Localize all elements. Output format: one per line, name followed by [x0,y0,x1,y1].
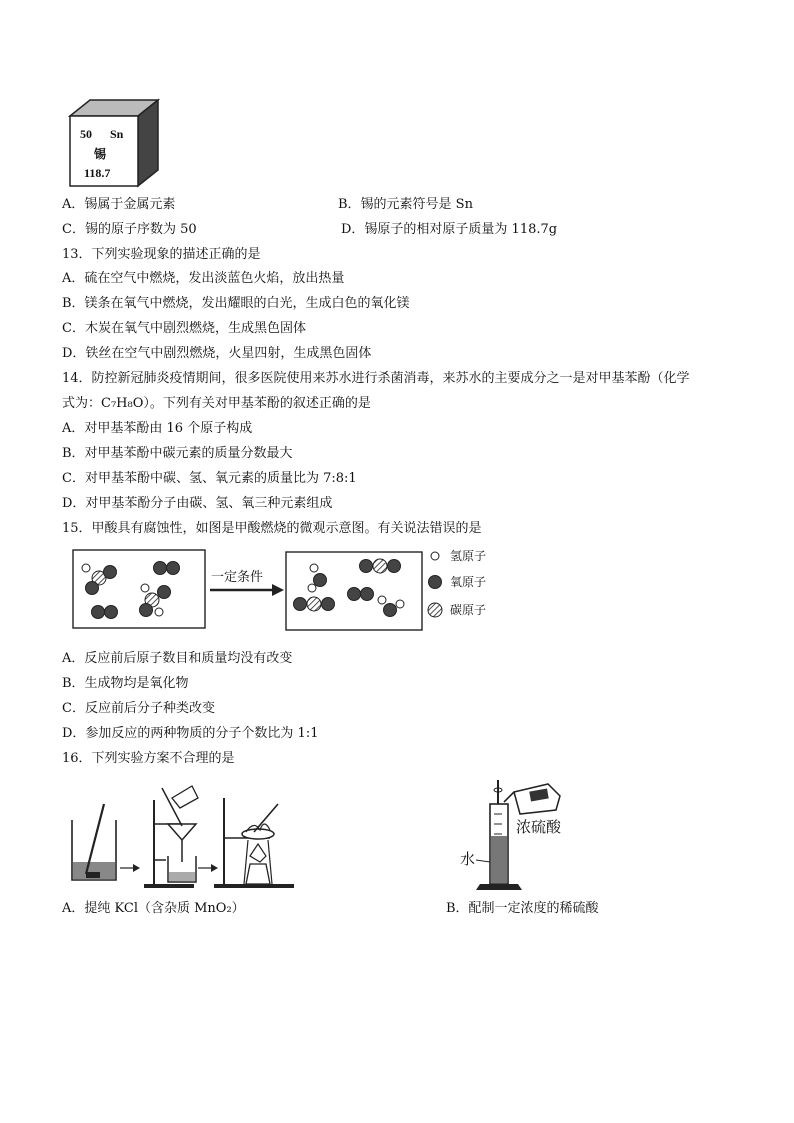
q13-option-a: A．硫在空气中燃烧，发出淡蓝色火焰，放出热量 [62,271,345,286]
q12-option-a: A．锡属于金属元素 [62,197,176,212]
q16-option-a: A．提纯 KCl（含杂质 MnO₂） [62,901,245,916]
q12-option-c: C．锡的原子序数为 50 [62,222,197,237]
label-conc-acid: 浓硫酸 [516,818,562,836]
legend-hydrogen-label: 氢原子 [450,549,487,563]
label-water: 水 [460,850,476,868]
q13-stem: 13．下列实验现象的描述正确的是 [62,247,261,262]
apparatus-purify-kcl [64,780,300,892]
element-number: 50 [80,127,92,141]
legend-carbon-label: 碳原子 [450,603,487,617]
carbon-dioxide-molecule-2 [294,597,335,611]
q14-option-d: D．对甲基苯酚分子由碳、氢、氧三种元素组成 [62,496,333,511]
q15-stem: 15．甲酸具有腐蚀性，如图是甲酸燃烧的微观示意图。有关说法错误的是 [62,521,482,536]
q16-stem: 16．下列实验方案不合理的是 [62,751,235,766]
element-symbol: Sn [110,127,124,141]
reaction-condition: 一定条件 [211,570,264,585]
legend-oxygen-label: 氧原子 [450,575,487,589]
filtration-setup [144,786,198,888]
apparatus-dilute-acid [448,774,588,892]
q14-option-a: A．对甲基苯酚由 16 个原子构成 [62,421,253,436]
q15-reaction-diagram [70,544,510,636]
acid-bottle [504,784,560,814]
q15-option-b: B．生成物均是氧化物 [62,676,189,691]
q13-option-d: D．铁丝在空气中剧烈燃烧，火星四射，生成黑色固体 [62,346,372,361]
q14-stem-line2: 式为：C₇H₈O）。下列有关对甲基苯酚的叙述正确的是 [62,396,371,411]
q16-option-b: B．配制一定浓度的稀硫酸 [446,901,599,916]
beaker-dissolve [72,804,116,880]
q15-option-d: D．参加反应的两种物质的分子个数比为 1:1 [62,726,319,741]
q13-option-c: C．木炭在氧气中剧烈燃烧，生成黑色固体 [62,321,306,336]
q14-option-b: B．对甲基苯酚中碳元素的质量分数最大 [62,446,293,461]
legend-oxygen-icon [429,576,442,589]
q15-option-a: A．反应前后原子数目和质量均没有改变 [62,651,293,666]
evaporation-setup [214,798,294,888]
q14-stem-line1: 14．防控新冠肺炎疫情期间，很多医院使用来苏水进行杀菌消毒，来苏水的主要成分之一是对甲基苯酚（化学 [62,371,690,386]
q14-option-c: C．对甲基苯酚中碳、氢、氧元素的质量比为 7:8:1 [62,471,357,486]
element-mass: 118.7 [84,166,111,180]
legend-hydrogen-icon [431,552,439,560]
graduated-cylinder [476,804,522,890]
q12-option-d: D．锡原子的相对原子质量为 118.7g [341,222,558,237]
element-name: 锡 [94,147,107,161]
element-card-tin [66,98,162,188]
legend-carbon-icon [428,603,442,617]
q12-option-b: B．锡的元素符号是 Sn [338,197,473,212]
carbon-dioxide-molecule-1 [360,559,401,573]
q13-option-b: B．镁条在氧气中燃烧，发出耀眼的白光，生成白色的氧化镁 [62,296,410,311]
q15-option-c: C．反应前后分子种类改变 [62,701,215,716]
